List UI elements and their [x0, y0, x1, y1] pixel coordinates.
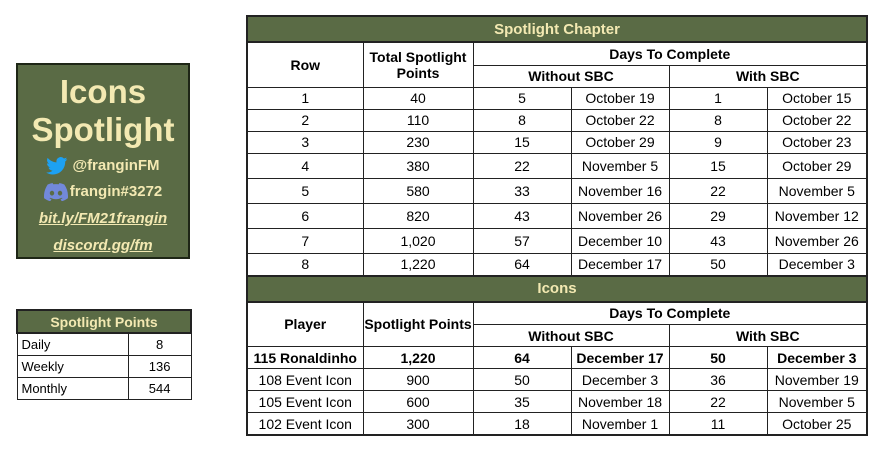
table-row [247, 391, 867, 413]
spotlight-points-header: Spotlight Points [17, 310, 191, 333]
days-with-sbc-cell: 11 [669, 413, 767, 436]
days-to-complete-header: Days To Complete [473, 42, 867, 65]
points-cell: 110 [363, 109, 473, 131]
days-with-sbc-cell: 22 [669, 391, 767, 413]
days-with-sbc-cell: 36 [669, 369, 767, 391]
row-number-cell: 8 [247, 253, 363, 276]
points-cell: 1,220 [363, 347, 473, 369]
panel-title-line1: Icons [59, 73, 147, 110]
days-without-sbc-cell: 8 [473, 109, 571, 131]
row-number-cell: 7 [247, 228, 363, 253]
discord-row [18, 179, 188, 205]
date-with-sbc-cell: October 29 [767, 153, 867, 178]
twitter-icon [46, 157, 68, 175]
discord-invite-link[interactable]: discord.gg/fm [53, 237, 153, 254]
table-row [247, 153, 867, 178]
points-cell: 230 [363, 131, 473, 153]
days-with-sbc-cell: 29 [669, 203, 767, 228]
row-number-cell: 6 [247, 203, 363, 228]
date-with-sbc-cell: December 3 [767, 253, 867, 276]
row-number-cell: 5 [247, 178, 363, 203]
discord-icon [44, 183, 66, 201]
points-cell: 380 [363, 153, 473, 178]
date-without-sbc-cell: November 1 [571, 413, 669, 436]
table-row [247, 131, 867, 153]
date-with-sbc-cell: November 5 [767, 178, 867, 203]
points-label: Monthly [17, 378, 128, 400]
days-without-sbc-cell: 18 [473, 413, 571, 436]
days-without-sbc-cell: 35 [473, 391, 571, 413]
row-number-cell: 3 [247, 131, 363, 153]
panel-title-line2: Spotlight [31, 111, 175, 148]
points-label: Weekly [17, 356, 128, 378]
without-sbc-header: Without SBC [473, 65, 669, 87]
days-with-sbc-cell: 1 [669, 87, 767, 109]
table-row [247, 347, 867, 369]
date-with-sbc-cell: December 3 [767, 347, 867, 369]
days-without-sbc-cell: 43 [473, 203, 571, 228]
date-with-sbc-cell: October 15 [767, 87, 867, 109]
row-number-cell: 2 [247, 109, 363, 131]
days-with-sbc-cell: 9 [669, 131, 767, 153]
player-column-header: Player [247, 302, 363, 347]
icons-without-sbc-header: Without SBC [473, 325, 669, 347]
row-number-cell: 105 Event Icon [247, 391, 363, 413]
row-number-cell: 102 Event Icon [247, 413, 363, 436]
date-with-sbc-cell: October 22 [767, 109, 867, 131]
points-cell: 1,220 [363, 253, 473, 276]
points-value: 544 [128, 378, 191, 400]
points-cell: 300 [363, 413, 473, 436]
days-without-sbc-cell: 15 [473, 131, 571, 153]
days-with-sbc-cell: 50 [669, 253, 767, 276]
days-without-sbc-cell: 22 [473, 153, 571, 178]
twitter-handle: @franginFM [72, 157, 160, 174]
icons-section-title: Icons [247, 276, 867, 302]
days-without-sbc-cell: 50 [473, 369, 571, 391]
days-with-sbc-cell: 43 [669, 228, 767, 253]
date-without-sbc-cell: November 26 [571, 203, 669, 228]
points-cell: 40 [363, 87, 473, 109]
bitly-link[interactable]: bit.ly/FM21frangin [38, 210, 168, 227]
date-without-sbc-cell: December 3 [571, 369, 669, 391]
date-with-sbc-cell: November 5 [767, 391, 867, 413]
days-without-sbc-cell: 33 [473, 178, 571, 203]
row-number-cell: 1 [247, 87, 363, 109]
days-without-sbc-cell: 57 [473, 228, 571, 253]
date-without-sbc-cell: October 29 [571, 131, 669, 153]
with-sbc-header: With SBC [669, 65, 867, 87]
discord-handle: frangin#3272 [69, 183, 163, 200]
row-number-cell: 108 Event Icon [247, 369, 363, 391]
date-without-sbc-cell: December 17 [571, 347, 669, 369]
table-row [247, 109, 867, 131]
icons-with-sbc-header: With SBC [669, 325, 867, 347]
points-cell: 820 [363, 203, 473, 228]
total-points-column-header: Total Spotlight Points [363, 42, 473, 87]
spotlight-points-column-header: Spotlight Points [363, 302, 473, 347]
chapter-section-title: Spotlight Chapter [247, 16, 867, 42]
date-without-sbc-cell: October 19 [571, 87, 669, 109]
table-row [247, 228, 867, 253]
date-without-sbc-cell: December 17 [571, 253, 669, 276]
spotlight-points-table [16, 309, 192, 400]
points-value: 136 [128, 356, 191, 378]
date-without-sbc-cell: December 10 [571, 228, 669, 253]
icons-days-to-complete-header: Days To Complete [473, 302, 867, 325]
table-row [247, 203, 867, 228]
date-with-sbc-cell: November 19 [767, 369, 867, 391]
table-row [247, 178, 867, 203]
days-with-sbc-cell: 8 [669, 109, 767, 131]
table-row [247, 413, 867, 436]
date-without-sbc-cell: October 22 [571, 109, 669, 131]
date-with-sbc-cell: November 12 [767, 203, 867, 228]
points-label: Daily [17, 333, 128, 356]
table-row [247, 253, 867, 276]
table-row [17, 333, 191, 356]
table-row [17, 356, 191, 378]
row-number-cell: 4 [247, 153, 363, 178]
days-with-sbc-cell: 15 [669, 153, 767, 178]
twitter-row [18, 153, 188, 179]
date-without-sbc-cell: November 18 [571, 391, 669, 413]
days-with-sbc-cell: 22 [669, 178, 767, 203]
date-without-sbc-cell: November 5 [571, 153, 669, 178]
row-number-cell: 115 Ronaldinho [247, 347, 363, 369]
table-row [247, 369, 867, 391]
date-with-sbc-cell: October 23 [767, 131, 867, 153]
points-cell: 1,020 [363, 228, 473, 253]
table-row [17, 378, 191, 400]
info-panel [16, 63, 190, 259]
table-row [247, 87, 867, 109]
date-with-sbc-cell: November 26 [767, 228, 867, 253]
points-cell: 580 [363, 178, 473, 203]
days-without-sbc-cell: 64 [473, 347, 571, 369]
days-without-sbc-cell: 5 [473, 87, 571, 109]
spotlight-main-table [246, 15, 868, 436]
points-value: 8 [128, 333, 191, 356]
days-with-sbc-cell: 50 [669, 347, 767, 369]
points-cell: 900 [363, 369, 473, 391]
days-without-sbc-cell: 64 [473, 253, 571, 276]
row-column-header: Row [247, 42, 363, 87]
date-without-sbc-cell: November 16 [571, 178, 669, 203]
date-with-sbc-cell: October 25 [767, 413, 867, 436]
points-cell: 600 [363, 391, 473, 413]
